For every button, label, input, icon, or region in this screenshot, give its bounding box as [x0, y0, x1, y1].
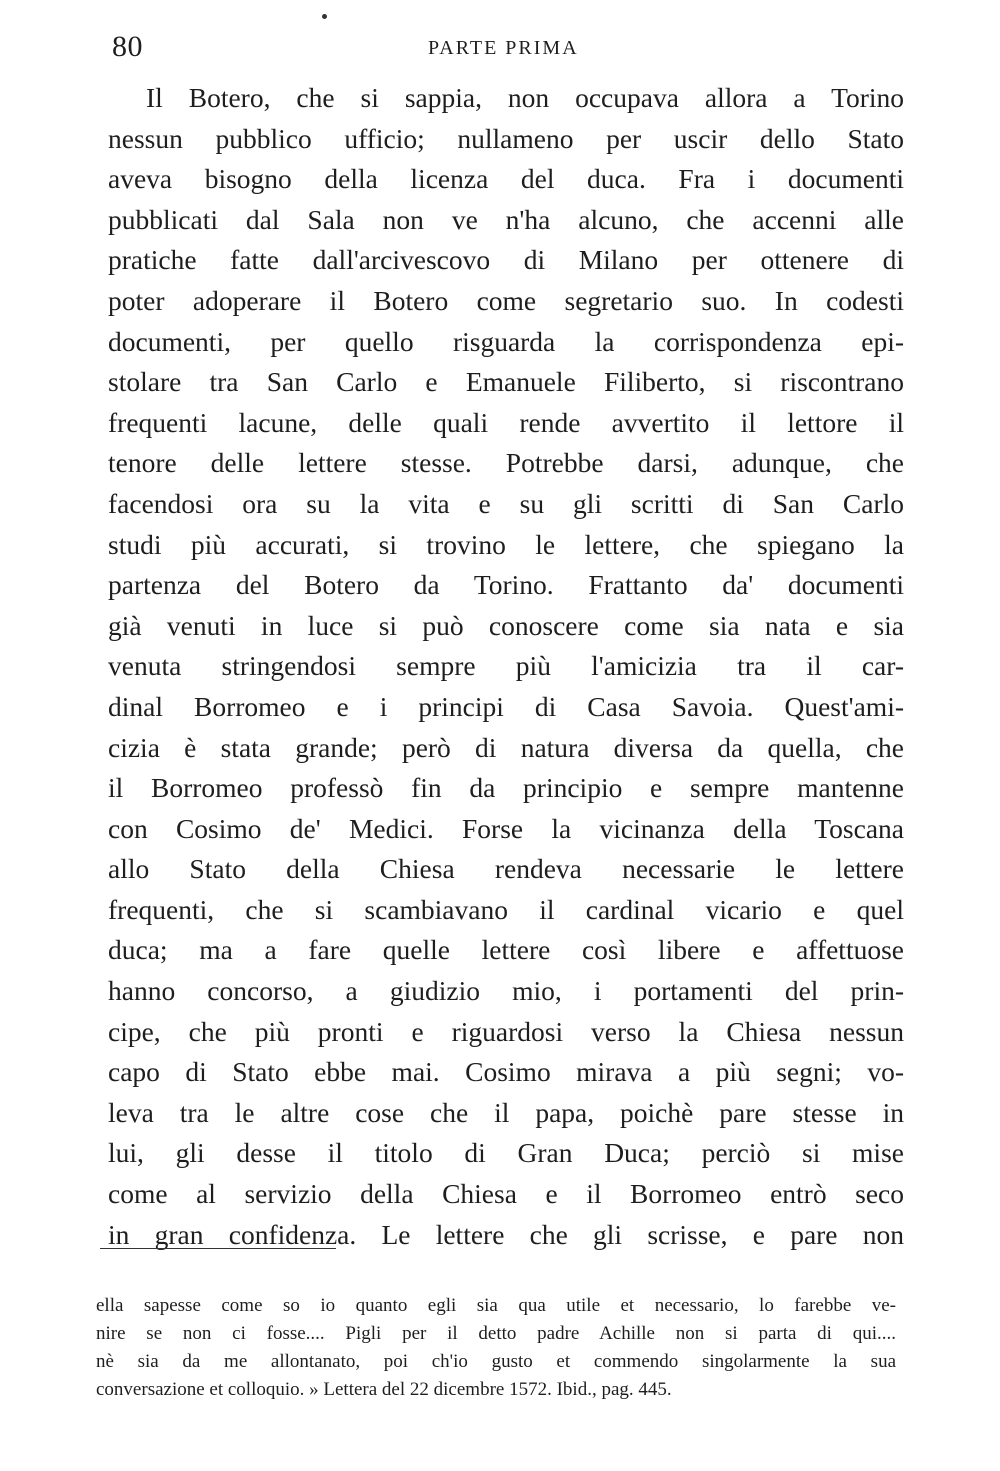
- text-line: venuta stringendosi sempre più l'amicizia tra il car-: [108, 650, 904, 682]
- text-line: in gran confidenza. Le lettere che gli scrisse, e pare non: [108, 1218, 904, 1250]
- footnote-line: nire se non ci fosse.... Pigli per il detto padre Achille non si parta di qui....: [96, 1323, 896, 1344]
- text-line: Il Botero, che si sappia, non occupava allora a Torino: [146, 82, 904, 113]
- print-speck: [322, 14, 327, 19]
- running-head: PARTE PRIMA: [428, 37, 579, 59]
- text-line: nessun pubblico ufficio; nullameno per uscir dello Stato: [108, 122, 904, 154]
- text-line: già venuti in luce si può conoscere come sia nata e sia: [108, 609, 904, 641]
- text-line: frequenti, che si scambiavano il cardinal vicario e quel: [108, 893, 904, 925]
- footnote-separator: [100, 1248, 336, 1249]
- text-line: hanno concorso, a giudizio mio, i portamenti del prin-: [108, 975, 904, 1007]
- main-text: [108, 78, 904, 1255]
- text-line: duca; ma a fare quelle lettere così libere e affettuose: [108, 934, 904, 966]
- footnote-line: nè sia da me allontanato, poi ch'io gusto et commendo singolarmente la sua: [96, 1351, 896, 1372]
- text-line: leva tra le altre cose che il papa, poichè pare stesse in: [108, 1096, 904, 1128]
- text-line: cipe, che più pronti e riguardosi verso la Chiesa nessun: [108, 1015, 904, 1047]
- text-line: il Borromeo professò fin da principio e sempre mantenne: [108, 772, 904, 804]
- text-line: come al servizio della Chiesa e il Borromeo entrò seco: [108, 1178, 904, 1210]
- text-line: pubblicati dal Sala non ve n'ha alcuno, che accenni alle: [108, 203, 904, 235]
- text-line: poter adoperare il Botero come segretario suo. In codesti: [108, 284, 904, 316]
- text-line: pratiche fatte dall'arcivescovo di Milano per ottenere di: [108, 244, 904, 276]
- text-line: frequenti lacune, delle quali rende avvertito il lettore il: [108, 406, 904, 438]
- footnote: [96, 1292, 896, 1404]
- text-line: allo Stato della Chiesa rendeva necessarie le lettere: [108, 853, 904, 885]
- footnote-line: ella sapesse come so io quanto egli sia qua utile et necessario, lo farebbe ve-: [96, 1295, 896, 1316]
- text-line: lui, gli desse il titolo di Gran Duca; perciò si mise: [108, 1137, 904, 1169]
- text-line: facendosi ora su la vita e su gli scritti di San Carlo: [108, 487, 904, 519]
- text-line: con Cosimo de' Medici. Forse la vicinanza della Toscana: [108, 812, 904, 844]
- text-line: stolare tra San Carlo e Emanuele Filiberto, si riscontrano: [108, 366, 904, 398]
- text-line: capo di Stato ebbe mai. Cosimo mirava a più segni; vo-: [108, 1056, 904, 1088]
- text-line: aveva bisogno della licenza del duca. Fra i documenti: [108, 163, 904, 195]
- text-line: documenti, per quello risguarda la corrispondenza epi-: [108, 325, 904, 357]
- text-line: partenza del Botero da Torino. Frattanto da' documenti: [108, 569, 904, 601]
- text-line: dinal Borromeo e i principi di Casa Savoia. Quest'ami-: [108, 690, 904, 722]
- footnote-line: conversazione et colloquio. » Lettera del 22 dicembre 1572. Ibid., pag. 445.: [96, 1379, 672, 1400]
- page-number: 80: [112, 30, 143, 63]
- page-header: [0, 28, 1000, 72]
- text-line: studi più accurati, si trovino le lettere, che spiegano la: [108, 528, 904, 560]
- text-line: tenore delle lettere stesse. Potrebbe darsi, adunque, che: [108, 447, 904, 479]
- text-line: cizia è stata grande; però di natura diversa da quella, che: [108, 731, 904, 763]
